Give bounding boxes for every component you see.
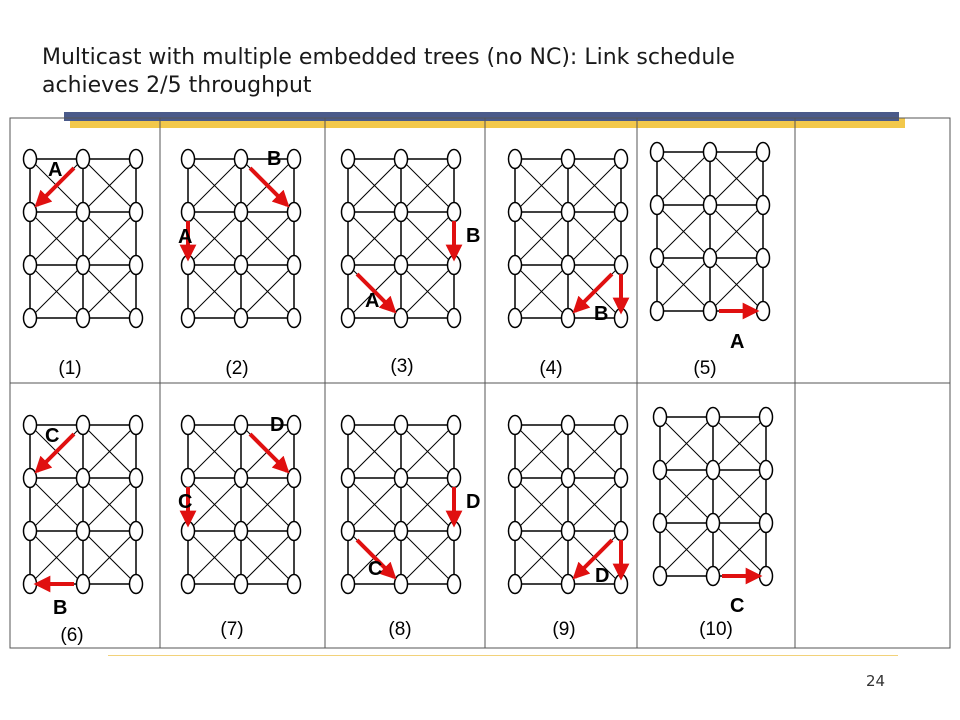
node <box>615 469 628 488</box>
node <box>509 256 522 275</box>
node <box>130 309 143 328</box>
node <box>235 469 248 488</box>
node <box>509 203 522 222</box>
node <box>288 203 301 222</box>
node <box>130 416 143 435</box>
node <box>448 150 461 169</box>
node <box>77 575 90 594</box>
node <box>448 575 461 594</box>
node <box>651 143 664 162</box>
panel-label: (10) <box>699 619 733 640</box>
node <box>288 150 301 169</box>
node <box>448 416 461 435</box>
node <box>760 567 773 586</box>
node <box>130 150 143 169</box>
node <box>235 203 248 222</box>
node <box>760 408 773 427</box>
transmission-arrow <box>250 168 287 205</box>
packet-letter: A <box>730 331 745 353</box>
node <box>562 150 575 169</box>
panel-label: (3) <box>390 356 414 377</box>
node <box>448 469 461 488</box>
node <box>704 196 717 215</box>
node <box>562 575 575 594</box>
node <box>760 514 773 533</box>
node <box>130 203 143 222</box>
node <box>342 469 355 488</box>
node <box>77 150 90 169</box>
node <box>395 309 408 328</box>
node <box>654 514 667 533</box>
node <box>562 203 575 222</box>
node <box>395 575 408 594</box>
node <box>615 575 628 594</box>
node <box>615 522 628 541</box>
panel-label: (4) <box>539 358 563 379</box>
node <box>182 309 195 328</box>
node <box>288 469 301 488</box>
node <box>235 256 248 275</box>
panel-label: (9) <box>552 619 576 640</box>
node <box>704 302 717 321</box>
node <box>509 150 522 169</box>
node <box>235 416 248 435</box>
node <box>448 256 461 275</box>
node <box>288 416 301 435</box>
node <box>651 249 664 268</box>
packet-letter: A <box>48 159 63 181</box>
panel-label: (8) <box>388 619 412 640</box>
packet-letter: A <box>365 290 380 312</box>
node <box>509 469 522 488</box>
node <box>288 575 301 594</box>
node <box>182 203 195 222</box>
node <box>77 256 90 275</box>
node <box>615 203 628 222</box>
panel-label: (1) <box>58 358 82 379</box>
panel-8 <box>342 416 481 641</box>
title-line-2: achieves 2/5 throughput <box>42 73 312 98</box>
node <box>182 256 195 275</box>
packet-letter: C <box>45 425 60 447</box>
node <box>651 302 664 321</box>
node <box>562 522 575 541</box>
node <box>77 309 90 328</box>
node <box>77 416 90 435</box>
node <box>130 522 143 541</box>
node <box>395 522 408 541</box>
panel-1 <box>24 150 143 380</box>
node <box>562 309 575 328</box>
node <box>757 249 770 268</box>
node <box>704 143 717 162</box>
node <box>24 416 37 435</box>
page-number: 24 <box>866 672 886 690</box>
panel-3 <box>342 150 481 378</box>
transmission-arrow <box>250 434 287 471</box>
node <box>562 469 575 488</box>
node <box>760 461 773 480</box>
node <box>395 469 408 488</box>
packet-letter: C <box>368 558 383 580</box>
packet-letter: D <box>466 491 481 513</box>
node <box>757 196 770 215</box>
node <box>235 575 248 594</box>
node <box>342 575 355 594</box>
node <box>342 309 355 328</box>
packet-letter: A <box>178 226 193 248</box>
footer-line <box>108 655 898 656</box>
node <box>562 256 575 275</box>
node <box>509 416 522 435</box>
node <box>24 575 37 594</box>
node <box>654 567 667 586</box>
panel-10 <box>654 408 773 641</box>
node <box>182 416 195 435</box>
panel-label: (2) <box>225 358 249 379</box>
panel-7 <box>178 414 301 640</box>
packet-letter: B <box>466 225 481 247</box>
node <box>615 150 628 169</box>
node <box>77 522 90 541</box>
node <box>77 203 90 222</box>
packet-letter: D <box>270 414 285 436</box>
packet-letter: B <box>53 597 68 619</box>
node <box>395 256 408 275</box>
panel-6 <box>24 416 143 647</box>
node <box>395 203 408 222</box>
node <box>707 408 720 427</box>
node <box>182 469 195 488</box>
node <box>448 522 461 541</box>
node <box>562 416 575 435</box>
node <box>182 575 195 594</box>
node <box>509 522 522 541</box>
node <box>130 469 143 488</box>
packet-letter: C <box>178 491 193 513</box>
node <box>130 575 143 594</box>
node <box>707 461 720 480</box>
node <box>395 416 408 435</box>
node <box>182 150 195 169</box>
panel-table <box>10 118 950 648</box>
node <box>288 309 301 328</box>
packet-letter: B <box>594 303 609 325</box>
node <box>707 567 720 586</box>
node <box>395 150 408 169</box>
node <box>651 196 664 215</box>
node <box>130 256 143 275</box>
panel-label: (5) <box>693 358 717 379</box>
node <box>342 522 355 541</box>
node <box>509 309 522 328</box>
node <box>615 309 628 328</box>
node <box>24 469 37 488</box>
node <box>288 256 301 275</box>
panel-2 <box>178 148 301 379</box>
panel-5 <box>651 143 770 380</box>
node <box>24 150 37 169</box>
node <box>342 256 355 275</box>
node <box>342 150 355 169</box>
panel-label: (6) <box>60 625 84 646</box>
node <box>342 416 355 435</box>
node <box>615 256 628 275</box>
node <box>235 522 248 541</box>
node <box>448 309 461 328</box>
panel-label: (7) <box>220 619 244 640</box>
node <box>24 203 37 222</box>
node <box>77 469 90 488</box>
node <box>288 522 301 541</box>
node <box>509 575 522 594</box>
title-line-1: Multicast with multiple embedded trees (no NC): Link schedule <box>42 45 735 70</box>
node <box>615 416 628 435</box>
node <box>757 143 770 162</box>
packet-letter: B <box>267 148 282 170</box>
panel-4 <box>509 150 628 380</box>
packet-letter: C <box>730 595 745 617</box>
node <box>448 203 461 222</box>
node <box>654 461 667 480</box>
node <box>24 256 37 275</box>
node <box>182 522 195 541</box>
node <box>654 408 667 427</box>
node <box>24 309 37 328</box>
node <box>707 514 720 533</box>
node <box>235 309 248 328</box>
node <box>704 249 717 268</box>
node <box>757 302 770 321</box>
node <box>235 150 248 169</box>
node <box>342 203 355 222</box>
panel-9 <box>509 416 628 641</box>
packet-letter: D <box>595 565 610 587</box>
node <box>24 522 37 541</box>
